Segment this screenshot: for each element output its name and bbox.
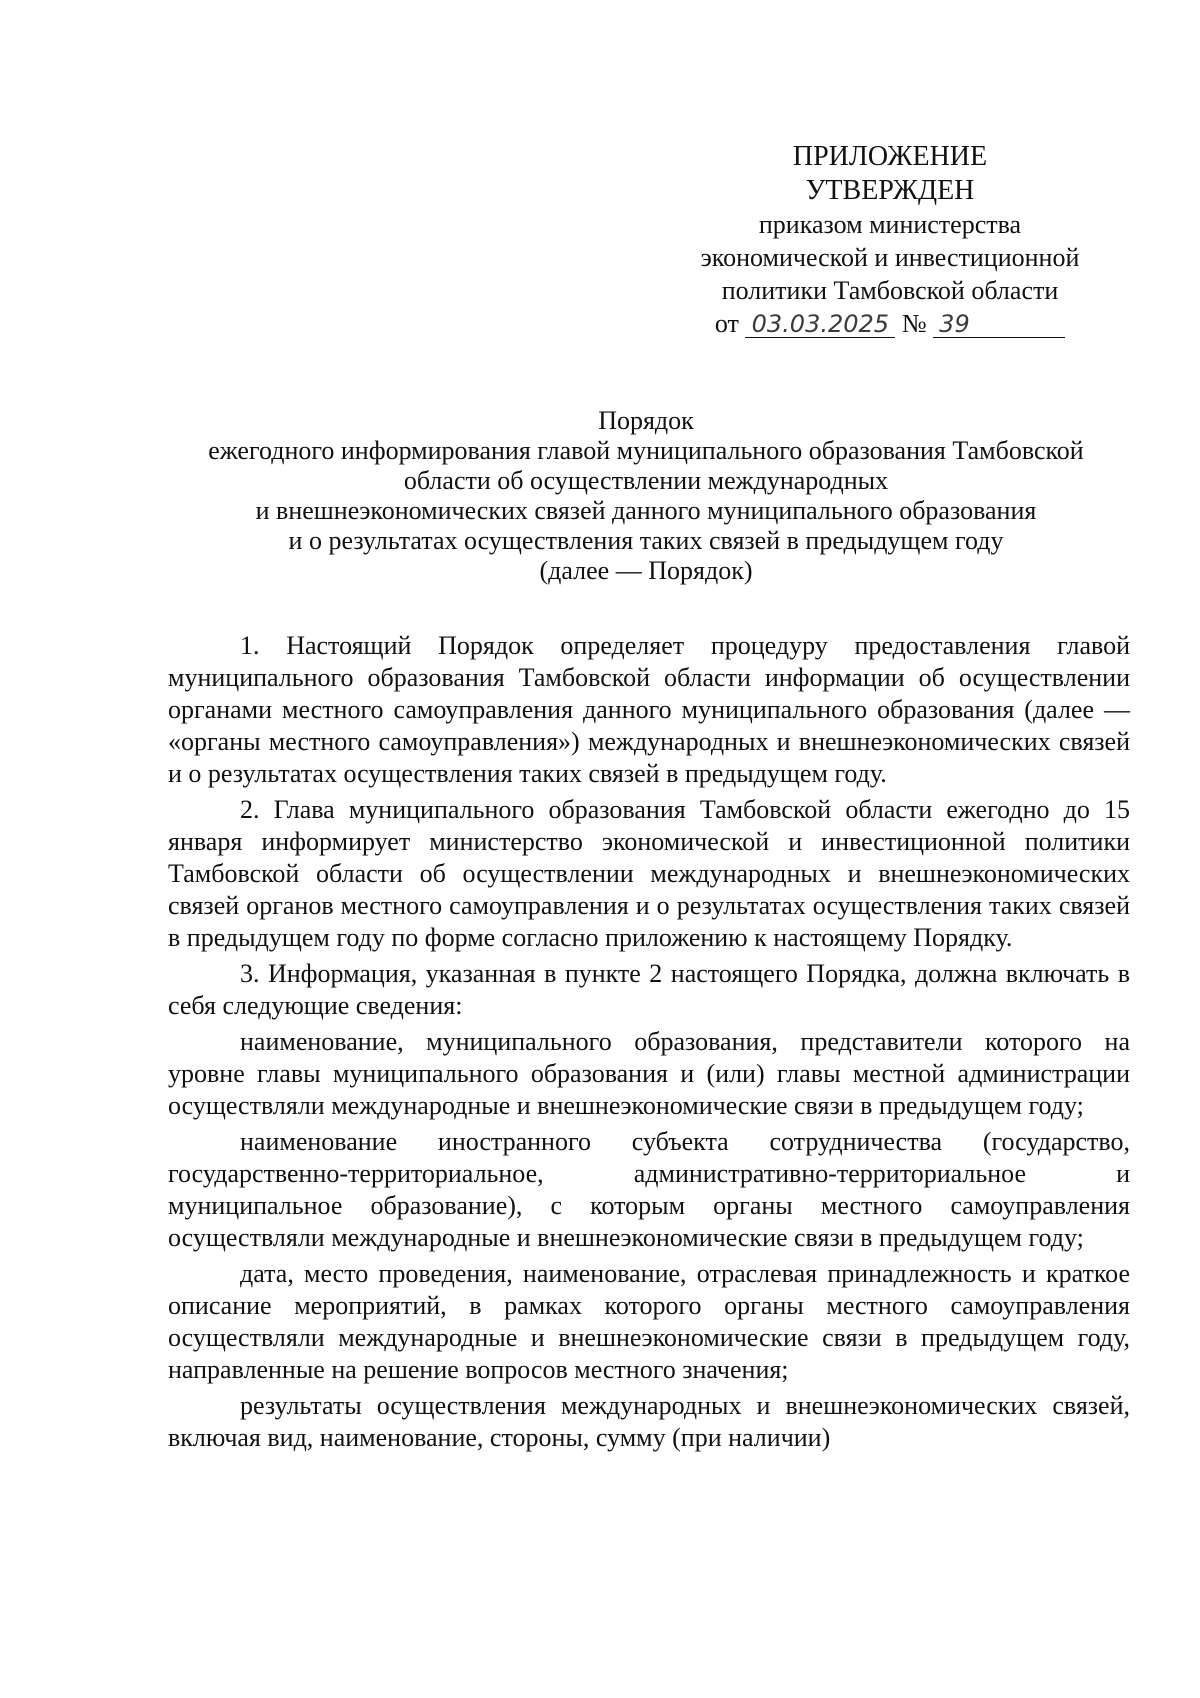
approval-order-line: приказом министерства — [758, 210, 1022, 239]
title-line: ежегодного информирования главой муниципального образования Тамбовской — [208, 436, 1084, 465]
handwritten-number: 39 — [933, 311, 1065, 338]
approval-block — [660, 140, 1120, 340]
handwritten-date: 03.03.2025 — [745, 311, 895, 338]
document-body — [168, 630, 1130, 1458]
appendix-heading: ПРИЛОЖЕНИЕ — [792, 141, 988, 172]
approval-date-line — [660, 307, 1120, 340]
number-prefix: № — [901, 309, 927, 338]
title-line: области об осуществлении международных — [403, 466, 889, 495]
approval-ministry-line: экономической и инвестиционной — [700, 243, 1080, 272]
list-paragraph: результаты осуществления международных и внешнеэкономических связей, включая вид, наименование, стороны, сумму (при наличии) — [168, 1391, 1130, 1452]
date-prefix: от — [714, 309, 739, 338]
document-title — [160, 406, 1132, 586]
title-line: (далее — Порядок) — [539, 556, 753, 585]
approved-heading: УТВЕРЖДЕН — [805, 175, 975, 206]
list-paragraph: дата, место проведения, наименование, отраслевая принадлежность и краткое описание мероприятий, в рамках которого органы местного самоуправления осуществляли международные и внешнеэкономические связи в предыдущем году, направленные на решение вопросов местного значения; — [168, 1259, 1130, 1384]
paragraph: 2. Глава муниципального образования Тамбовской области ежегодно до 15 января информирует министерство экономической и инвестиционной политики Тамбовской области об осуществлении международных и внешнеэкономических связей органов местного самоуправления и о результатах осуществления таких связей в предыдущем году по форме согласно приложению к настоящему Порядку. — [168, 795, 1130, 952]
paragraph: 1. Настоящий Порядок определяет процедуру предоставления главой муниципального образования Тамбовской области информации об осуществлении органами местного самоуправления данного муниципального образования (далее — «органы местного самоуправления») международных и внешнеэкономических связей и о результатах осуществления таких связей в предыдущем году. — [168, 631, 1130, 788]
paragraph: 3. Информация, указанная в пункте 2 настоящего Порядка, должна включать в себя следующие сведения: — [168, 959, 1130, 1020]
title-line: и внешнеэкономических связей данного муниципального образования — [255, 496, 1037, 525]
title-line: Порядок — [598, 406, 694, 435]
approval-region-line: политики Тамбовской области — [721, 276, 1059, 305]
list-paragraph: наименование иностранного субъекта сотрудничества (государство, государственно-территориальное, административно-территориальное и муниципальное образование), с которым органы местного самоуправления осуществляли международные и внешнеэкономические связи в предыдущем году; — [168, 1127, 1130, 1252]
list-paragraph: наименование, муниципального образования, представители которого на уровне главы муниципального образования и (или) главы местной администрации осуществляли международные и внешнеэкономические связи в предыдущем году; — [168, 1027, 1130, 1120]
title-line: и о результатах осуществления таких связей в предыдущем году — [288, 526, 1004, 555]
